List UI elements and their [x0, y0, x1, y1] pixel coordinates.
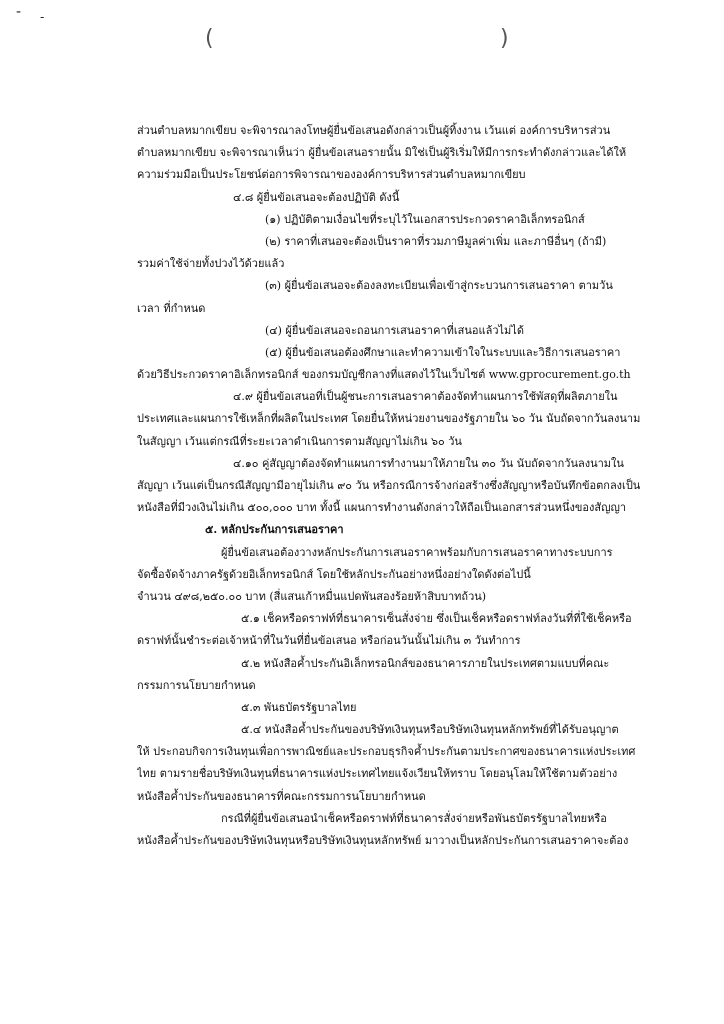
- list-item: ๕.๒ หนังสือค้ำประกันอิเล็กทรอนิกส์ของธนาคารภายในประเทศตามแบบที่คณะ: [241, 656, 610, 670]
- punch-hole-mark: ): [500, 26, 509, 51]
- list-item: ๕.๔ หนังสือค้ำประกันของบริษัทเงินทุนหรือบริษัทเงินทุนหลักทรัพย์ที่ได้รับอนุญาต: [241, 723, 619, 737]
- paragraph-line: ไทย ตามรายชื่อบริษัทเงินทุนที่ธนาคารแห่งประเทศไทยแจ้งเวียนให้ทราบ โดยอนุโลมให้ใช้ตามตัวอย่าง: [137, 767, 618, 781]
- punch-hole-mark: (: [205, 26, 214, 51]
- paragraph-line: หนังสือที่มีวงเงินไม่เกิน ๕๐๐,๐๐๐ บาท ทั้งนี้ แผนการทำงานดังกล่าวให้ถือเป็นเอกสารส่วนหนึ่งของสัญญา: [137, 501, 627, 515]
- paragraph-line: สัญญา เว้นแต่เป็นกรณีสัญญามีอายุไม่เกิน ๙๐ วัน หรือกรณีการจ้างก่อสร้างซึ่งสัญญาหรือบันทึกข้อตกลงเป็น: [137, 479, 641, 492]
- paragraph-line: ผู้ยื่นข้อเสนอต้องวางหลักประกันการเสนอราคาพร้อมกับการเสนอราคาทางระบบการ: [221, 545, 613, 559]
- paragraph-line: กรรมการนโยบายกำหนด: [137, 678, 256, 692]
- paragraph-line: ตำบลหมากเขียบ จะพิจารณาเห็นว่า ผู้ยื่นข้อเสนอรายนั้น มิใช่เป็นผู้ริเริ่มให้มีการกระทำดังกล่าวและได้ให้: [137, 146, 627, 160]
- paragraph-line: หนังสือค้ำประกันของธนาคารที่คณะกรรมการนโยบายกำหนด: [137, 789, 426, 803]
- list-item: ๕.๑ เช็คหรือดราฟท์ที่ธนาคารเซ็นสั่งจ่าย ซึ่งเป็นเช็คหรือดราฟท์ลงวันที่ที่ใช้เช็คหรือ: [241, 612, 632, 626]
- paragraph-line: กรณีที่ผู้ยื่นข้อเสนอนำเช็คหรือดราฟท์ที่ธนาคารสั่งจ่ายหรือพันธบัตรรัฐบาลไทยหรือ: [221, 811, 607, 825]
- section-heading: ๕. หลักประกันการเสนอราคา: [205, 523, 344, 537]
- paragraph-line: รวมค่าใช้จ่ายทั้งปวงไว้ด้วยแล้ว: [137, 257, 285, 271]
- paragraph-line: เวลา ที่กำหนด: [137, 301, 206, 315]
- paragraph-line: หนังสือค้ำประกันของบริษัทเงินทุนหรือบริษัทเงินทุนหลักทรัพย์ มาวางเป็นหลักประกันการเสนอราคาจะต้อง: [137, 834, 629, 847]
- paragraph-line: จำนวน ๔๙๘,๒๕๐.๐๐ บาท (สี่แสนเก้าหมื่นแปดพันสองร้อยห้าสิบบาทถ้วน): [137, 589, 487, 603]
- paragraph-line: ความร่วมมือเป็นประโยชน์ต่อการพิจารณาขององค์การบริหารส่วนตำบลหมากเขียบ: [137, 168, 526, 182]
- scan-mark-dash: -: [16, 4, 22, 20]
- section-heading: ๔.๘ ผู้ยื่นข้อเสนอจะต้องปฏิบัติ ดังนี้: [233, 190, 400, 204]
- scan-mark-dash: -: [40, 10, 45, 24]
- section-heading: ๔.๙ ผู้ยื่นข้อเสนอที่เป็นผู้ชนะการเสนอราคาต้องจัดทำแผนการใช้พัสดุที่ผลิตภายใน: [233, 390, 618, 404]
- paragraph-line: ประเทศและแผนการใช้เหล็กที่ผลิตในประเทศ โดยยื่นให้หน่วยงานของรัฐภายใน ๖๐ วัน นับถัดจากวันลงนาม: [137, 412, 641, 426]
- list-item: ๕.๓ พันธบัตรรัฐบาลไทย: [241, 700, 357, 714]
- list-item: (๑) ปฏิบัติตามเงื่อนไขที่ระบุไว้ในเอกสารประกวดราคาอิเล็กทรอนิกส์: [265, 212, 585, 226]
- paragraph-line: ส่วนตำบลหมากเขียบ จะพิจารณาลงโทษผู้ยื่นข้อเสนอดังกล่าวเป็นผู้ทิ้งงาน เว้นแต่ องค์การบริหารส่วน: [137, 124, 611, 137]
- paragraph-line: ในสัญญา เว้นแต่กรณีที่ระยะเวลาดำเนินการตามสัญญาไม่เกิน ๖๐ วัน: [137, 434, 462, 448]
- list-item: (๓) ผู้ยื่นข้อเสนอจะต้องลงทะเบียนเพื่อเข้าสู่กระบวนการเสนอราคา ตามวัน: [265, 279, 613, 293]
- paragraph-line: ด้วยวิธีประกวดราคาอิเล็กทรอนิกส์ ของกรมบัญชีกลางที่แสดงไว้ในเว็บไซต์ www.gprocurement.go.th: [137, 368, 631, 382]
- paragraph-line: จัดซื้อจัดจ้างภาครัฐด้วยอิเล็กทรอนิกส์ โดยใช้หลักประกันอย่างหนึ่งอย่างใดดังต่อไปนี้: [137, 567, 531, 581]
- paragraph-line: ดราฟท์นั้นชำระต่อเจ้าหน้าที่ในวันที่ยื่นข้อเสนอ หรือก่อนวันนั้นไม่เกิน ๓ วันทำการ: [137, 634, 521, 648]
- list-item: (๕) ผู้ยื่นข้อเสนอต้องศึกษาและทำความเข้าใจในระบบและวิธีการเสนอราคา: [265, 345, 621, 359]
- list-item: (๔) ผู้ยื่นข้อเสนอจะถอนการเสนอราคาที่เสนอแล้วไม่ได้: [265, 323, 524, 337]
- document-body: [137, 120, 677, 852]
- paragraph-line: ให้ ประกอบกิจการเงินทุนเพื่อการพาณิชย์และประกอบธุรกิจค้ำประกันตามประกาศของธนาคารแห่งประเทศ: [137, 745, 636, 759]
- section-heading: ๔.๑๐ คู่สัญญาต้องจัดทำแผนการทำงานมาให้ภายใน ๓๐ วัน นับถัดจากวันลงนามใน: [233, 456, 624, 470]
- list-item: (๒) ราคาที่เสนอจะต้องเป็นราคาที่รวมภาษีมูลค่าเพิ่ม และภาษีอื่นๆ (ถ้ามี): [265, 234, 607, 248]
